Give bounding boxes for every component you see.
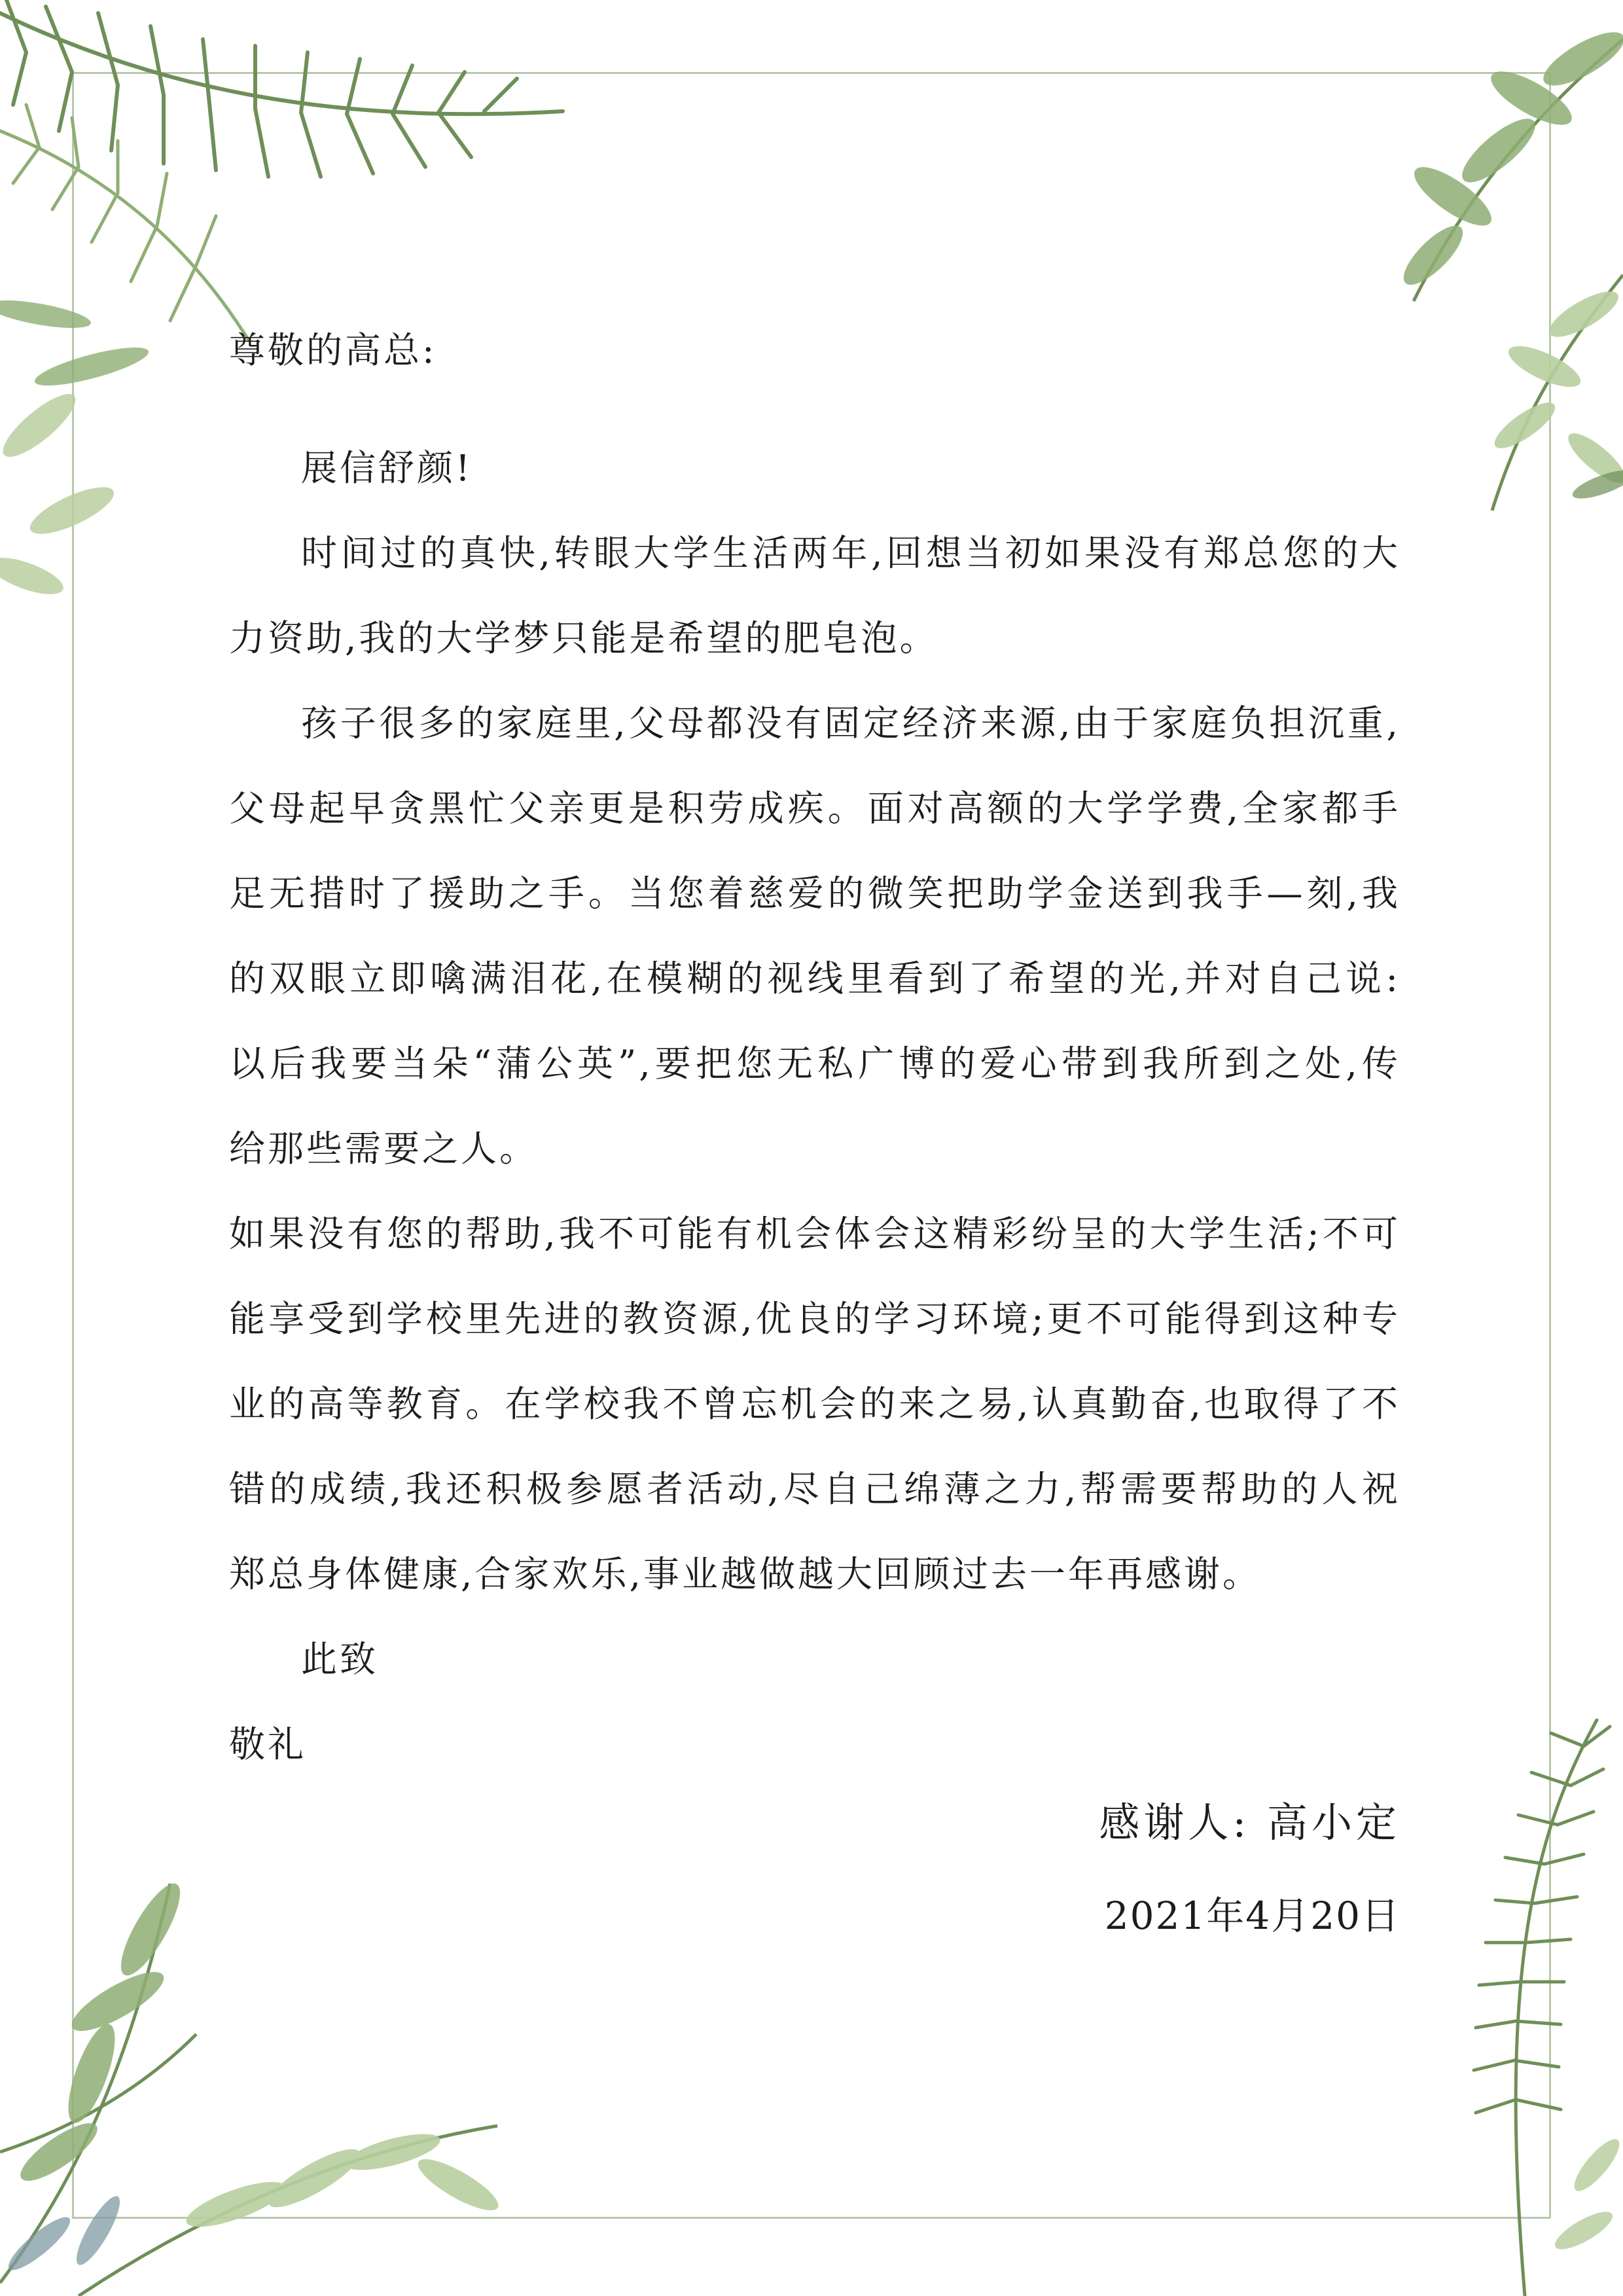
letter-greeting: 展信舒颜! — [301, 447, 473, 489]
letter-date: 2021年4月20日 — [1104, 1893, 1400, 1938]
text-line: 以后我要当朵“蒲公英”,要把您无私广博的爱心带到我所到之处,传 — [229, 1043, 1400, 1085]
letter-closing-1: 此致 — [301, 1638, 379, 1680]
text-line: 能享受到学校里先进的教资源,优良的学习环境;更不可能得到这种专 — [229, 1298, 1400, 1340]
letter-closing-2: 敬礼 — [229, 1723, 307, 1765]
letter-body — [229, 308, 1400, 1787]
text-line: 力资助,我的大学梦只能是希望的肥皂泡。 — [229, 617, 938, 659]
letter-paragraph-2 — [229, 681, 1400, 1191]
letter-paragraph-1 — [229, 511, 1400, 681]
text-line: 父母起早贪黑忙父亲更是积劳成疾。面对高额的大学学费,全家都手 — [229, 787, 1400, 829]
letter-paragraph-3 — [229, 1191, 1400, 1617]
text-line: 给那些需要之人。 — [229, 1128, 539, 1170]
letter-signer: 感谢人: 高小定 — [1099, 1799, 1400, 1846]
text-line: 孩子很多的家庭里,父母都没有固定经济来源,由于家庭负担沉重, — [301, 702, 1400, 744]
text-line: 足无措时了援助之手。当您着慈爱的微笑把助学金送到我手—刻,我 — [229, 872, 1400, 914]
text-line: 的双眼立即噙满泪花,在模糊的视线里看到了希望的光,并对自己说: — [229, 958, 1400, 999]
text-line: 郑总身体健康,合家欢乐,事业越做越大回顾过去一年再感谢。 — [229, 1553, 1261, 1595]
text-line: 错的成绩,我还积极参愿者活动,尽自己绵薄之力,帮需要帮助的人祝 — [229, 1468, 1400, 1510]
text-line: 时间过的真快,转眼大学生活两年,回想当初如果没有郑总您的大 — [301, 532, 1400, 574]
letter-salutation: 尊敬的高总: — [229, 329, 437, 371]
text-line: 业的高等教育。在学校我不曾忘机会的来之易,认真勤奋,也取得了不 — [229, 1383, 1400, 1425]
text-line: 如果没有您的帮助,我不可能有机会体会这精彩纷呈的大学生活;不可 — [229, 1213, 1400, 1255]
